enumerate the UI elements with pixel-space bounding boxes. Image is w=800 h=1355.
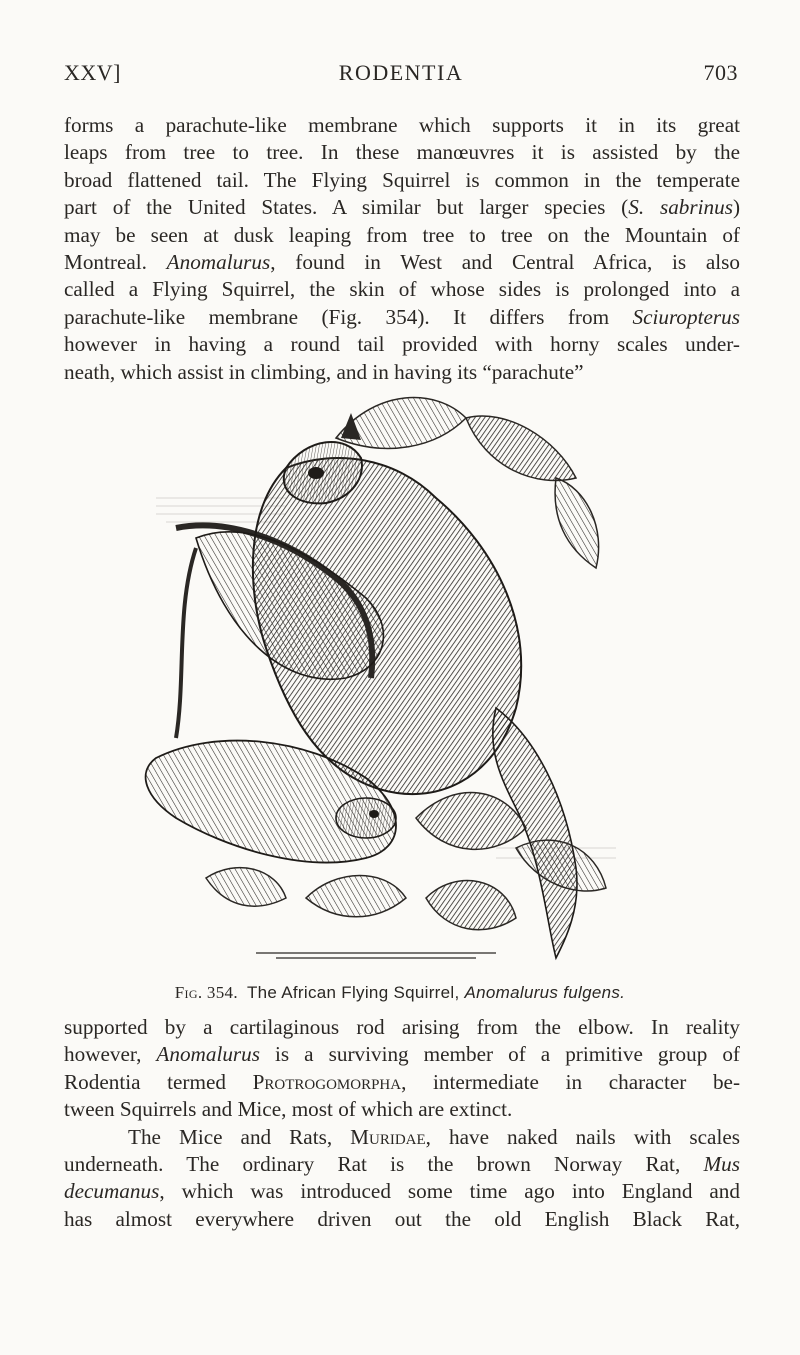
family-name: Muridae <box>350 1124 426 1149</box>
text-line: underneath. The ordinary Rat is the brown Norway Rat, Mus <box>64 1151 740 1176</box>
text-line: decumanus, which was introduced some time ago into England and <box>64 1179 740 1204</box>
text-line: called a Flying Squirrel, the skin of whose sides is prolonged into a <box>64 277 740 302</box>
text-line: Rodentia termed Protrogomorpha, intermediate in character be- <box>64 1069 741 1094</box>
text-line: supported by a cartilaginous rod arising from the elbow. In reality <box>64 1015 740 1039</box>
genus-name: Sciuropterus <box>632 304 740 329</box>
text-line: forms a parachute-like membrane which supports it in its great <box>64 113 740 137</box>
text-line: broad flattened tail. The Flying Squirrel is common in the temperate <box>64 167 740 192</box>
flying-squirrel-illustration <box>136 378 636 968</box>
page-number: 703 <box>703 60 738 85</box>
caption-text: The African Flying Squirrel, <box>246 983 465 1002</box>
text-line: has almost everywhere driven out the old English Black Rat, <box>64 1206 740 1231</box>
genus-name: Anomalurus <box>166 249 271 274</box>
text-line: part of the United States. A similar but larger species (S. sabrinus) <box>64 195 741 220</box>
genus-name: Anomalurus <box>156 1042 261 1067</box>
text-line: parachute-like membrane (Fig. 354). It differs from Sciuropterus <box>64 304 740 329</box>
body-paragraph-1 <box>64 112 740 386</box>
text-line: The Mice and Rats, Muridae, have naked nails with scales <box>128 1124 741 1149</box>
species-name: S. sabrinus <box>628 195 733 220</box>
text-line: may be seen at dusk leaping from tree to tree on the Mountain of <box>64 222 740 247</box>
group-name: Protrogomorpha <box>252 1069 402 1094</box>
text-line: neath, which assist in climbing, and in having its “parachute” <box>64 359 584 384</box>
species-name: decumanus <box>64 1179 160 1204</box>
figure-label: Fig. 354. <box>174 983 238 1002</box>
text-line: however, Anomalurus is a surviving member of a primitive group of <box>64 1042 740 1067</box>
body-paragraph-2 <box>64 1014 740 1233</box>
caption-species: Anomalurus fulgens. <box>464 983 626 1002</box>
figure-caption <box>0 983 800 1003</box>
text-line: however in having a round tail provided with horny scales under- <box>64 332 740 357</box>
running-title: RODENTIA <box>338 60 464 85</box>
running-header <box>64 60 738 90</box>
text-line: leaps from tree to tree. In these manœuvres it is assisted by the <box>64 140 740 165</box>
chapter-number: XXV] <box>64 60 121 85</box>
genus-name: Mus <box>703 1151 740 1176</box>
text-line: tween Squirrels and Mice, most of which are extinct. <box>64 1097 513 1122</box>
text-line: Montreal. Anomalurus, found in West and Central Africa, is also <box>64 249 740 274</box>
